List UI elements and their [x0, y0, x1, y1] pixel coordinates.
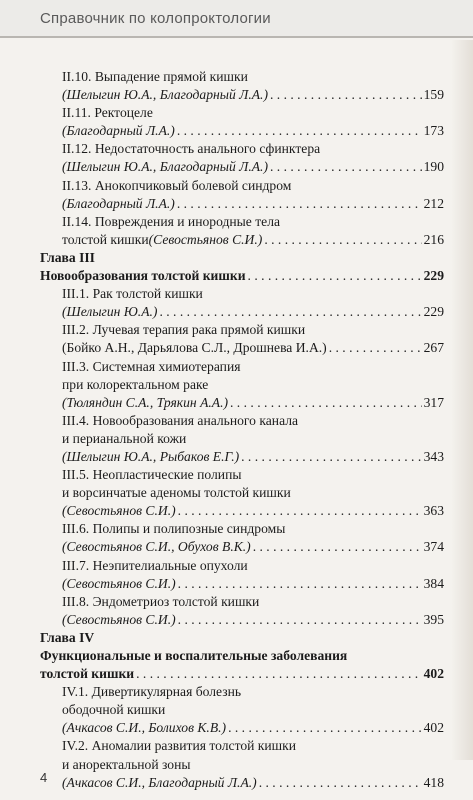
toc-page-number: 190: [423, 159, 444, 175]
toc-authors: (Севостьянов С.И.): [62, 611, 176, 627]
toc-line: [40, 502, 444, 520]
toc-page-number: 216: [423, 231, 444, 247]
toc-line: [40, 756, 444, 774]
toc-chapter-title: Функциональные и воспалительные заболевания: [40, 648, 348, 663]
toc-page-number: 212: [423, 195, 444, 211]
toc-line: [40, 593, 444, 611]
toc-page-number: 363: [423, 503, 444, 519]
toc-section-title: II.11. Ректоцеле: [62, 105, 153, 121]
toc-line: [40, 701, 444, 719]
toc-line: [40, 86, 444, 104]
toc-page-number: 374: [423, 539, 444, 555]
toc-section-title: II.12. Недостаточность анального сфинктера: [62, 141, 321, 157]
toc-section-title: III.7. Неэпителиальные опухоли: [62, 557, 248, 573]
toc-line: [40, 376, 444, 394]
toc-authors: (Благодарный Л.А.): [62, 195, 175, 211]
toc-leader: [230, 394, 422, 412]
toc-line: [40, 122, 444, 140]
toc-authors: (Бойко А.Н., Дарьялова С.Л., Дрошнева И.А.): [62, 340, 327, 356]
toc-line: [40, 158, 444, 176]
toc-section-title-continued: толстой кишки: [62, 231, 149, 247]
toc-chapter-title: Новообразования толстой кишки: [40, 268, 246, 284]
toc-leader: [248, 267, 422, 285]
toc-section-title: II.13. Анокопчиковый болевой синдром: [62, 177, 292, 193]
toc-authors: (Севостьянов С.И.): [148, 231, 263, 247]
toc-leader: [228, 719, 422, 737]
toc-line: [40, 213, 444, 231]
table-of-contents: [40, 68, 444, 792]
toc-page-number: 267: [423, 340, 444, 356]
toc-line: [40, 520, 444, 538]
toc-line: [40, 538, 444, 556]
toc-line: [40, 140, 444, 158]
toc-page-number: 229: [423, 304, 444, 320]
toc-line: [40, 774, 444, 792]
toc-leader: [178, 575, 422, 593]
toc-section-title-continued: и аноректальной зоны: [62, 756, 191, 772]
toc-leader: [159, 303, 421, 321]
toc-line: [40, 575, 444, 593]
toc-page-number: 229: [423, 268, 444, 284]
toc-leader: [136, 665, 422, 683]
toc-leader: [329, 339, 422, 357]
toc-line: [40, 412, 444, 430]
toc-page-number: 343: [423, 448, 444, 464]
toc-page-number: 317: [423, 394, 444, 410]
toc-section-title-continued: и ворсинчатые аденомы толстой кишки: [62, 485, 291, 501]
toc-page-number: 173: [423, 123, 444, 139]
toc-line: [40, 448, 444, 466]
toc-line: [40, 339, 444, 357]
toc-authors: (Тюляндин С.А., Трякин А.А.): [62, 394, 228, 410]
toc-section-title: III.1. Рак толстой кишки: [62, 286, 203, 302]
toc-leader: [178, 502, 422, 520]
toc-line: [40, 68, 444, 86]
toc-chapter-line: [40, 249, 444, 267]
toc-page-number: 418: [423, 774, 444, 790]
toc-authors: (Шелыгин Ю.А., Рыбаков Е.Г.): [62, 448, 240, 464]
toc-page-number: 159: [423, 87, 444, 103]
toc-section-title: III.2. Лучевая терапия рака прямой кишки: [62, 322, 306, 338]
toc-line: [40, 484, 444, 502]
toc-section-title: III.3. Системная химиотерапия: [62, 358, 241, 374]
toc-line: [40, 394, 444, 412]
toc-authors: (Севостьянов С.И.): [62, 575, 176, 591]
toc-leader: [270, 86, 422, 104]
toc-line: [40, 177, 444, 195]
toc-leader: [264, 231, 421, 249]
toc-line: [40, 557, 444, 575]
toc-line: [40, 737, 444, 755]
running-header-title: Справочник по колопроктологии: [40, 10, 271, 27]
toc-authors: (Шелыгин Ю.А., Благодарный Л.А.): [62, 159, 268, 175]
toc-section-title: III.6. Полипы и полипозные синдромы: [62, 521, 286, 537]
toc-line: [40, 285, 444, 303]
toc-chapter-line: [40, 647, 444, 665]
toc-authors: (Ачкасов С.И., Благодарный Л.А.): [62, 774, 257, 790]
toc-authors: (Благодарный Л.А.): [62, 123, 175, 139]
toc-authors: (Севостьянов С.И.): [62, 503, 176, 519]
running-header: [0, 0, 473, 38]
toc-authors: (Шелыгин Ю.А., Благодарный Л.А.): [62, 87, 268, 103]
toc-section-title: IV.2. Аномалии развития толстой кишки: [62, 738, 297, 754]
toc-leader: [253, 538, 422, 556]
toc-line: [40, 104, 444, 122]
toc-page-number: 402: [423, 720, 444, 736]
toc-section-title: II.14. Повреждения и инородные тела: [62, 213, 281, 229]
toc-chapter-line: [40, 629, 444, 647]
toc-authors: (Шелыгин Ю.А.): [62, 304, 158, 320]
toc-section-title: IV.1. Дивертикулярная болезнь: [62, 684, 242, 700]
toc-section-title: III.8. Эндометриоз толстой кишки: [62, 593, 260, 609]
page-number: 4: [40, 770, 48, 785]
toc-chapter-title-continued: толстой кишки: [40, 666, 135, 682]
toc-line: [40, 321, 444, 339]
toc-page-number: 402: [423, 666, 444, 682]
toc-line: [40, 231, 444, 249]
toc-leader: [177, 195, 422, 213]
page-edge-shadow: [451, 40, 473, 760]
toc-line: [40, 358, 444, 376]
toc-chapter-line: [40, 267, 444, 285]
toc-leader: [259, 774, 422, 792]
toc-section-title: III.4. Новообразования анального канала: [62, 412, 299, 428]
toc-authors: (Севостьянов С.И., Обухов В.К.): [62, 539, 251, 555]
toc-section-title-continued: ободочной кишки: [62, 702, 166, 718]
toc-leader: [177, 122, 422, 140]
toc-line: [40, 611, 444, 629]
toc-line: [40, 430, 444, 448]
toc-leader: [270, 158, 422, 176]
toc-section-title: III.5. Неопластические полипы: [62, 467, 242, 483]
toc-line: [40, 303, 444, 321]
toc-chapter-label: Глава IV: [40, 629, 95, 645]
toc-line: [40, 683, 444, 701]
toc-authors: (Ачкасов С.И., Болихов К.В.): [62, 720, 227, 736]
toc-leader: [178, 611, 422, 629]
toc-page-number: 384: [423, 575, 444, 591]
toc-chapter-label: Глава III: [40, 249, 95, 265]
toc-line: [40, 466, 444, 484]
toc-section-title-continued: при колоректальном раке: [62, 376, 209, 392]
toc-page-number: 395: [423, 611, 444, 627]
toc-chapter-line: [40, 665, 444, 683]
toc-section-title: II.10. Выпадение прямой кишки: [62, 69, 248, 84]
toc-line: [40, 195, 444, 213]
toc-line: [40, 719, 444, 737]
toc-section-title-continued: и перианальной кожи: [62, 430, 187, 446]
toc-leader: [241, 448, 421, 466]
